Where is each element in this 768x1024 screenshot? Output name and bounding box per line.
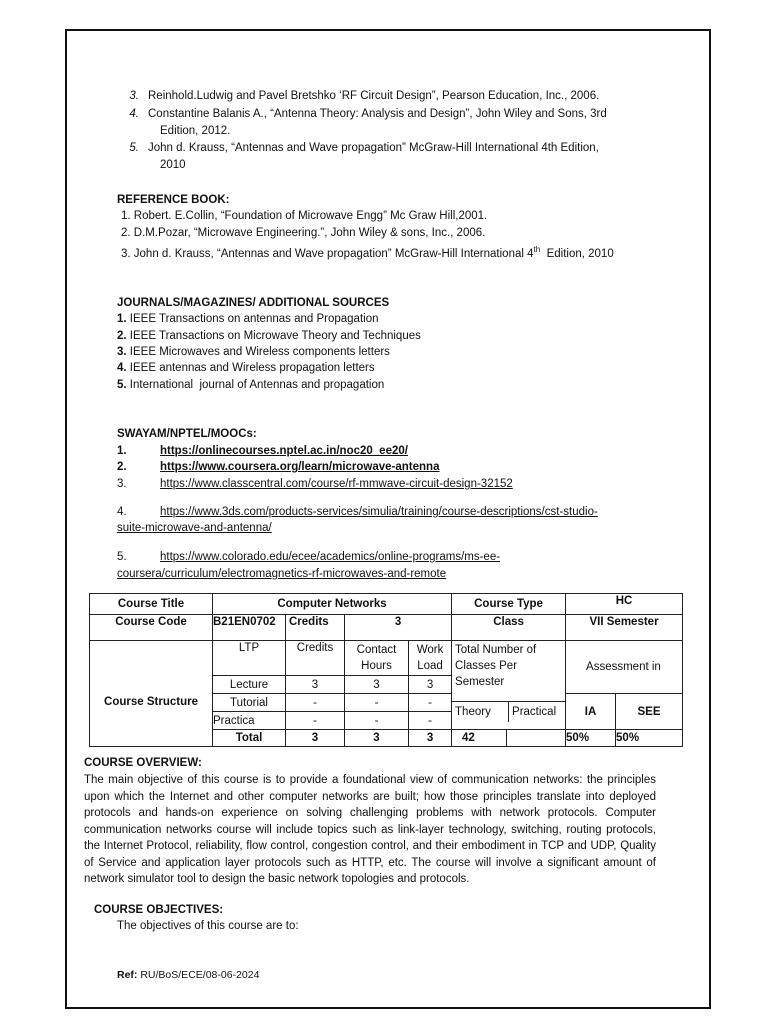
moocs-heading: SWAYAM/NPTEL/MOOCs: [117,428,257,440]
theory-label: Theory [455,705,491,718]
practical-credits: - [286,712,345,730]
reference-item-3: 3. John d. Krauss, “Antennas and Wave propagation” McGraw-Hill International 4th Edition, 2010 [121,245,614,260]
journal-item: 2. IEEE Transactions on Microwave Theory and Techniques [117,330,421,342]
textbook-item-5-line2: 2010 [160,159,186,171]
credits-value: 3 [345,615,452,641]
course-type: HC [566,594,683,615]
hdr-assessment: Assessment in [566,641,683,694]
total-label: Total [213,730,286,747]
course-title-label: Course Title [90,594,213,615]
tutorial-credits: - [286,694,345,712]
mooc-item-1-num: 1. [117,445,127,457]
total-see: 50% [616,730,683,747]
course-table [89,593,683,747]
hdr-credits: Credits [286,641,345,676]
textbook-item-3: 3. Reinhold.Ludwig and Pavel Bretshko ‘RF Circuit Design”, Pearson Education, Inc., 2006. [129,90,600,102]
tutorial-work: - [409,694,452,712]
mooc-link-5[interactable]: https://www.colorado.edu/ecee/academics/online-programs/ms-ee- [160,551,501,563]
mooc-link-4-cont[interactable]: suite-microwave-and-antenna/ [117,522,272,534]
hdr-contact-hours: Contact Hours [345,641,409,676]
lecture-contact: 3 [345,676,409,694]
course-code-label: Course Code [90,615,213,641]
theory-practical-area [452,694,566,730]
total-ia: 50% [566,730,616,747]
textbook-item-5: 5. John d. Krauss, “Antennas and Wave propagation” McGraw-Hill International 4th Edition, [129,142,599,154]
journal-item: 3. IEEE Microwaves and Wireless components letters [117,346,390,358]
total-work: 3 [409,730,452,747]
practical-work: - [409,712,452,730]
total-practical [507,730,566,747]
total-theory: 42 [452,730,507,747]
mooc-link-3[interactable]: https://www.classcentral.com/course/rf-mmwave-circuit-design-32152 [160,478,513,490]
see-label: SEE [616,694,683,730]
footer-ref: Ref: RU/BoS/ECE/08-06-2024 [117,969,260,981]
course-title: Computer Networks [213,594,452,615]
reference-heading: REFERENCE BOOK: [117,194,230,206]
mooc-item-3-num: 3. [117,478,127,490]
course-structure-label: Course Structure [90,641,213,747]
total-contact: 3 [345,730,409,747]
credits-label: Credits [286,615,345,641]
hdr-work-load: Work Load [409,641,452,676]
overview-heading: COURSE OVERVIEW: [84,757,202,769]
mooc-link-1[interactable]: https://onlinecourses.nptel.ac.in/noc20_ee20/ [160,445,408,457]
course-code: B21EN0702 [213,615,286,641]
objectives-heading: COURSE OBJECTIVES: [94,904,224,916]
practical-row-label: Practica [213,712,286,730]
mooc-link-4[interactable]: https://www.3ds.com/products-services/simulia/training/course-descriptions/cst-studio- [160,506,598,518]
journal-item: 4. IEEE antennas and Wireless propagation letters [117,362,375,374]
objectives-intro: The objectives of this course are to: [117,920,299,932]
total-credits: 3 [286,730,345,747]
class-value: VII Semester [566,615,683,641]
overview-text: The main objective of this course is to provide a foundational view of communication networks: the principles upon which the Internet and other computer networks are built; how those principles translate into deployed protocols and hands-on experience on solving challenging problems with network protocols. Computer communication networks course will include topics such as link-layer technology, switching, routing protocols, the Internet Protocol, reliability, flow control, congestion control, and their embodiment in TCP and UDP, Quality of Service and application layer protocols such as HTTP, etc. The course will involve a significant amount of network simulator tool to design the basic network topologies and protocols. [84,774,656,885]
mooc-link-5-cont[interactable]: coursera/curriculum/electromagnetics-rf-microwaves-and-remote [117,568,447,580]
reference-item-1: 1. Robert. E.Collin, “Foundation of Microwave Engg” Mc Graw Hill,2001. [121,210,488,222]
practical-contact: - [345,712,409,730]
lecture-work: 3 [409,676,452,694]
tutorial-contact: - [345,694,409,712]
lecture-label: Lecture [213,676,286,694]
journal-item: 1. IEEE Transactions on antennas and Propagation [117,313,379,325]
mooc-link-2[interactable]: https://www.coursera.org/learn/microwave-antenna [160,461,440,473]
hdr-ltp: LTP [213,641,286,676]
textbook-item-4-line2: Edition, 2012. [160,125,231,137]
mooc-item-4-num: 4. [117,506,127,518]
course-type-label: Course Type [452,594,566,615]
mooc-item-2-num: 2. [117,461,127,473]
journals-heading: JOURNALS/MAGAZINES/ ADDITIONAL SOURCES [117,297,390,309]
tutorial-label: Tutorial [213,694,286,712]
textbook-item-4: 4. Constantine Balanis A., “Antenna Theory: Analysis and Design”, John Wiley and Sons, 3rd [129,108,607,120]
mooc-item-5-num: 5. [117,551,127,563]
class-label: Class [452,615,566,641]
ia-label: IA [566,694,616,730]
reference-item-2: 2. D.M.Pozar, “Microwave Engineering.”, John Wiley & sons, Inc., 2006. [121,227,486,239]
journal-item: 5. International journal of Antennas and propagation [117,379,385,391]
practical-label: Practical [508,702,565,722]
hdr-total-classes: Total Number of Classes Per Semester [452,641,566,694]
lecture-credits: 3 [286,676,345,694]
